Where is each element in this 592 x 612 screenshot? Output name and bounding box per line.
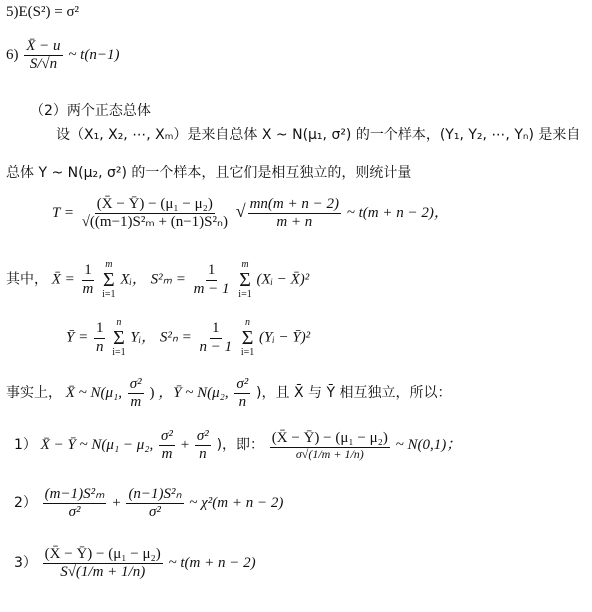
t-sqrt-denominator: m + n — [276, 214, 313, 231]
item-6-numerator: X̄ − u — [24, 38, 62, 56]
ybar-coefficient — [94, 320, 106, 356]
independence-statement: )，且 X̄ 与 Ȳ 相互独立，所以： — [256, 385, 452, 402]
chi-numerator-m: (m−1)S²ₘ — [43, 486, 107, 504]
xbar-coefficient — [81, 262, 96, 298]
chi-term-n — [126, 486, 183, 522]
numerator-one: 1 — [82, 262, 94, 280]
t-result-fraction — [43, 546, 163, 582]
where-label: 其中， — [6, 271, 48, 288]
t-denominator: √((m−1)S²ₘ + (n−1)S²ₙ) — [81, 214, 228, 231]
standardized-denominator: σ√(1/m + 1/n) — [295, 446, 364, 461]
t-label: T = — [52, 205, 74, 222]
standardized-fraction — [270, 430, 390, 462]
denominator-n-minus-1: n − 1 — [199, 338, 233, 355]
sum-upper: n — [245, 317, 251, 328]
standardized-numerator: (X̄ − Ȳ) − (μ₁ − μ₂) — [270, 430, 390, 448]
t-result-denominator: S√(1/m + 1/n) — [60, 564, 146, 581]
chi-term-m — [43, 486, 107, 522]
ybar-variance — [234, 376, 250, 412]
item-6 — [6, 38, 119, 74]
variance-n-term — [195, 428, 211, 464]
sum-icon: n Σ i=1 — [112, 317, 126, 358]
t-numerator: (X̄ − Ȳ) − (μ₁ − μ₂) — [95, 196, 215, 214]
sum-upper: m — [105, 259, 113, 270]
xbar-variance — [128, 376, 144, 412]
sn2-label: S²ₙ = — [159, 329, 192, 346]
numerator-one: 1 — [94, 320, 106, 338]
sigma-squared: σ² — [128, 376, 144, 394]
result-2-label: 2） — [14, 495, 37, 512]
chi-numerator-n: (n−1)S²ₙ — [126, 486, 183, 504]
xbar-distribution: X̄ ~ N(μ₁, — [65, 385, 123, 402]
sm2-term: (Xᵢ − X̄)² — [256, 271, 310, 288]
sigma-squared: σ² — [234, 376, 250, 394]
sigma-squared: σ² — [159, 428, 175, 446]
t-result-distribution: ~ t(m + n − 2) — [168, 555, 256, 572]
t-statistic-formula — [52, 196, 449, 232]
section-2-title: （2）两个正态总体 — [30, 103, 151, 119]
sum-icon: n Σ i=1 — [240, 317, 255, 358]
sum-lower: i=1 — [102, 289, 116, 300]
xbar-label: X̄ = — [51, 271, 75, 288]
chi-denominator: σ² — [149, 504, 161, 521]
sum-icon: m Σ i=1 — [102, 259, 116, 300]
result-2 — [14, 486, 283, 522]
denominator-m: m — [130, 394, 142, 411]
t-distribution: ~ t(m + n − 2)， — [346, 205, 449, 222]
sum-upper: m — [241, 259, 249, 270]
plus-sign: + — [180, 437, 190, 454]
t-sqrt-fraction — [248, 196, 341, 232]
numerator-one: 1 — [206, 262, 218, 280]
denominator-m: m — [82, 280, 94, 297]
sn2-coefficient — [197, 320, 234, 356]
sm2-coefficient — [192, 262, 232, 298]
xbar-definition-line — [6, 260, 309, 300]
denominator-m-minus-1: m − 1 — [193, 280, 230, 297]
ybar-label: Ȳ = — [66, 329, 89, 346]
item-6-distribution: ~ t(n−1) — [68, 47, 120, 64]
paragraph-line-1: 设（X₁, X₂, ⋯, Xₘ）是来自总体 X ~ N(μ₁, σ²) 的一个样本，(Y₁, Y₂, ⋯, Yₙ) 是来自 — [56, 127, 581, 143]
t-fraction — [80, 196, 230, 232]
sum-lower: i=1 — [240, 347, 255, 358]
result-3-label: 3） — [14, 555, 37, 572]
plus-sign: + — [112, 495, 121, 512]
yi-term: Yᵢ， — [130, 329, 157, 346]
result-1-label: 1） — [14, 437, 37, 454]
variance-m-term — [159, 428, 175, 464]
xi-term: Xᵢ， — [120, 271, 147, 288]
difference-distribution: X̄ − Ȳ ~ N(μ₁ − μ₂, — [40, 437, 154, 454]
denominator-n: n — [238, 394, 247, 411]
paragraph-line-2: 总体 Y ~ N(μ₂, σ²) 的一个样本，且它们是相互独立的，则统计量 — [6, 165, 412, 181]
item-6-denominator: S/√n — [29, 56, 58, 73]
chi-denominator: σ² — [68, 504, 81, 521]
numerator-one: 1 — [210, 320, 222, 338]
sum-icon: m Σ i=1 — [238, 259, 252, 300]
normal-distribution: ~ N(0,1)； — [395, 437, 462, 454]
sum-upper: n — [116, 317, 122, 328]
sigma-squared: σ² — [195, 428, 211, 446]
t-result-numerator: (X̄ − Ȳ) − (μ₁ − μ₂) — [43, 546, 163, 564]
chi-square-distribution: ~ χ²(m + n − 2) — [189, 495, 284, 512]
sum-lower: i=1 — [112, 347, 126, 358]
item-6-fraction — [24, 38, 62, 74]
denominator-n: n — [199, 446, 207, 463]
sm2-label: S²ₘ = — [150, 271, 186, 288]
denominator-m: m — [161, 446, 173, 463]
result-1-connector: )，即： — [216, 437, 265, 454]
t-sqrt-numerator: mn(m + n − 2) — [248, 196, 341, 214]
item-6-label: 6) — [6, 47, 19, 64]
denominator-n: n — [95, 338, 104, 355]
ybar-definition-line — [66, 318, 310, 358]
result-3 — [14, 546, 256, 582]
item-5: 5)E(S²) = σ² — [6, 4, 80, 20]
ybar-distribution: ，Ȳ ~ N(μ₂, — [158, 385, 229, 402]
fact-label: 事实上， — [6, 385, 62, 402]
close-paren: ) — [149, 385, 155, 402]
fact-line — [6, 376, 451, 412]
sn2-term: (Yᵢ − Ȳ)² — [259, 329, 311, 346]
sum-lower: i=1 — [238, 289, 252, 300]
result-1 — [14, 428, 461, 464]
sqrt-icon: √ — [235, 201, 246, 222]
